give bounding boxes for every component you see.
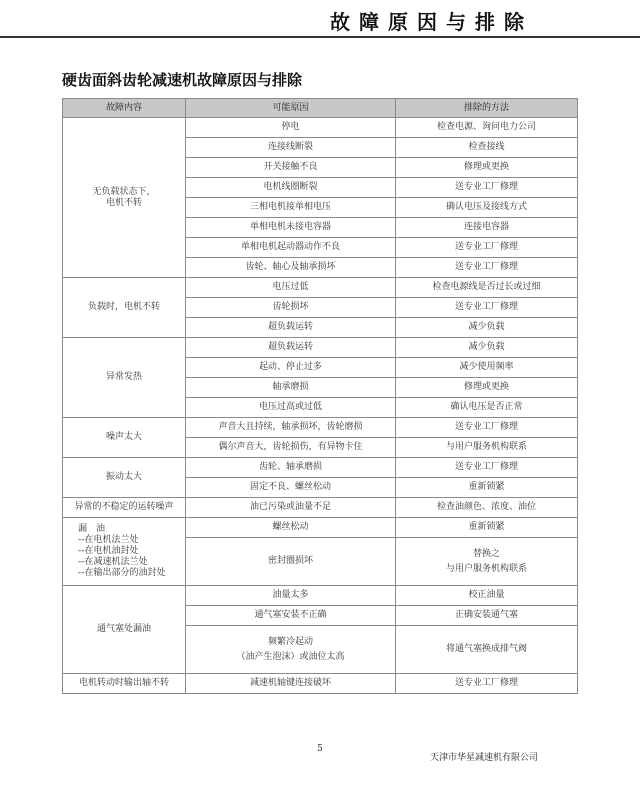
cause-text: 齿轮、轴承磨损 [258, 462, 322, 472]
fix-text: 减少负载 [468, 322, 505, 332]
cause-cell [186, 318, 396, 338]
fix-cell [396, 398, 578, 418]
table-row [63, 118, 578, 138]
column-header-cause: 可能原因 [186, 99, 396, 118]
header-rule [0, 36, 640, 38]
fix-text: 替换之 [472, 548, 500, 559]
fault-content-cell [63, 418, 186, 458]
section-title: 硬齿面斜齿轮减速机故障原因与排除 [62, 71, 303, 89]
fix-cell [396, 118, 578, 138]
fault-content-text: 噪声太大 [105, 432, 142, 442]
cause-cell [186, 606, 396, 626]
cause-text: 偶尔声音大，齿轮损伤，有异物卡住 [218, 442, 363, 452]
cause-cell [186, 218, 396, 238]
fix-cell [396, 438, 578, 458]
fault-content-text: 漏 油 [78, 524, 106, 534]
fault-content-cell [63, 278, 186, 338]
table-row [63, 418, 578, 438]
cause-text: 起动、停止过多 [258, 362, 322, 372]
fix-cell [396, 498, 578, 518]
fix-text: 重新锁紧 [468, 482, 505, 492]
fix-text: 修理或更换 [463, 382, 509, 392]
table-row [63, 278, 578, 298]
cause-cell [186, 538, 396, 586]
cause-text: 通气塞安装不正确 [254, 610, 327, 620]
fix-cell [396, 586, 578, 606]
table-row [63, 458, 578, 478]
cause-cell [186, 626, 396, 674]
cause-text: 轴承磨损 [272, 382, 309, 392]
cause-cell [186, 418, 396, 438]
fix-text: 送专业工厂修理 [454, 242, 518, 252]
cause-cell [186, 178, 396, 198]
fix-cell [396, 278, 578, 298]
header-title-text: 故障原因与排除 [330, 10, 533, 34]
table-row [63, 338, 578, 358]
cause-cell [186, 458, 396, 478]
cause-text: 超负载运转 [267, 342, 313, 352]
company-name: 天津市华星减速机有限公司 [430, 753, 539, 763]
column-header-content: 故障内容 [63, 99, 186, 118]
fault-content-text: 电机转动时输出轴不转 [78, 678, 169, 688]
fix-cell [396, 238, 578, 258]
page-number: 5 [317, 744, 323, 754]
cause-cell [186, 518, 396, 538]
fix-cell [396, 606, 578, 626]
cause-cell [186, 198, 396, 218]
fix-text: 检查接线 [468, 142, 505, 152]
cause-text: 三相电机接单相电压 [249, 202, 331, 212]
cause-cell [186, 358, 396, 378]
table-row [63, 674, 578, 694]
cause-cell [186, 258, 396, 278]
fix-text: 确认电压是否正常 [450, 402, 523, 412]
fault-content-cell [63, 518, 186, 586]
fault-table [62, 98, 578, 694]
fix-cell [396, 538, 578, 586]
cause-cell [186, 398, 396, 418]
cause-text: 电机线圈断裂 [263, 182, 318, 192]
cause-cell [186, 138, 396, 158]
fix-cell [396, 258, 578, 278]
cause-text: 单相电机起动器动作不良 [240, 242, 340, 252]
cause-text: 螺丝松动 [272, 522, 309, 532]
fix-text: 确认电压及接线方式 [445, 202, 527, 212]
fix-text: 正确安装通气塞 [454, 610, 518, 620]
fix-cell [396, 198, 578, 218]
fix-cell [396, 478, 578, 498]
header-title [0, 0, 628, 34]
table-header-row [63, 99, 578, 118]
column-header-fix: 排除的方法 [396, 99, 578, 118]
cause-text: 固定不良、螺丝松动 [249, 482, 331, 492]
fault-content-text: 振动太大 [105, 472, 142, 482]
fix-cell [396, 674, 578, 694]
cause-text: 声音大且持续，轴承损坏，齿轮磨损 [218, 422, 363, 432]
fix-text: 检查电源、询问电力公司 [436, 122, 536, 132]
fault-content-text: --在电机油封处 [78, 546, 139, 556]
cause-text: 电压过低 [272, 282, 309, 292]
fix-text: 送专业工厂修理 [454, 302, 518, 312]
fix-cell [396, 158, 578, 178]
fault-content-text: 通气塞处漏油 [96, 624, 151, 634]
fault-content-text: 电机不转 [105, 197, 142, 208]
fix-cell [396, 298, 578, 318]
cause-text: 油量太多 [272, 590, 309, 600]
fix-cell [396, 418, 578, 438]
cause-text: 单相电机未接电容器 [249, 222, 331, 232]
fault-content-text: 异常的不稳定的运转噪声 [74, 502, 174, 512]
fix-cell [396, 378, 578, 398]
table-row [63, 518, 578, 538]
fault-content-text: 负载时，电机不转 [87, 302, 160, 312]
cause-cell [186, 378, 396, 398]
fault-content-cell [63, 498, 186, 518]
fix-text: 与用户服务机构联系 [445, 442, 527, 452]
fault-table-body [63, 118, 578, 694]
table-row [63, 586, 578, 606]
cause-text: 齿轮、轴心及轴承损坏 [245, 262, 336, 272]
fault-content-cell [63, 458, 186, 498]
cause-cell [186, 238, 396, 258]
cause-text: 密封圈损坏 [267, 556, 313, 566]
cause-cell [186, 298, 396, 318]
cause-cell [186, 674, 396, 694]
cause-text: 开关接触不良 [263, 162, 318, 172]
fault-content-text: --在减速机法兰处 [78, 557, 148, 567]
cause-text: 电压过高或过低 [258, 402, 322, 412]
cause-text: 停电 [281, 122, 300, 132]
fix-cell [396, 458, 578, 478]
cause-text: 超负载运转 [267, 322, 313, 332]
cause-text: （油产生泡沫）或油位太高 [236, 651, 345, 662]
table-row [63, 498, 578, 518]
fix-text: 送专业工厂修理 [454, 422, 518, 432]
cause-text: 减速机轴键连接破坏 [249, 678, 331, 688]
fix-cell [396, 338, 578, 358]
fix-text: 连接电容器 [463, 222, 509, 232]
fault-content-text: --在电机法兰处 [78, 535, 139, 545]
fix-text: 减少负载 [468, 342, 505, 352]
fix-text: 送专业工厂修理 [454, 262, 518, 272]
fix-text: 检查油颜色、浓度、油位 [436, 502, 536, 512]
cause-text: 油已污染或油量不足 [249, 502, 331, 512]
cause-cell [186, 338, 396, 358]
cause-text: 频繁冷起动 [267, 636, 313, 647]
fix-text: 送专业工厂修理 [454, 182, 518, 192]
fault-content-cell [63, 118, 186, 278]
cause-text: 齿轮损坏 [272, 302, 309, 312]
cause-cell [186, 586, 396, 606]
fix-text: 重新锁紧 [468, 522, 505, 532]
cause-cell [186, 118, 396, 138]
fix-cell [396, 318, 578, 338]
fix-cell [396, 138, 578, 158]
fix-text: 修理或更换 [463, 162, 509, 172]
fix-text: 将通气塞换成排气阀 [445, 644, 527, 654]
cause-cell [186, 438, 396, 458]
cause-cell [186, 478, 396, 498]
cause-cell [186, 158, 396, 178]
fix-text: 送专业工厂修理 [454, 678, 518, 688]
fault-content-cell [63, 338, 186, 418]
fix-text: 校正油量 [468, 590, 505, 600]
fix-cell [396, 358, 578, 378]
fix-text: 送专业工厂修理 [454, 462, 518, 472]
fix-text: 检查电源线是否过长或过细 [432, 282, 541, 292]
fix-cell [396, 218, 578, 238]
fix-text: 与用户服务机构联系 [445, 563, 527, 574]
fault-content-text: --在输出部分的油封处 [78, 568, 166, 578]
fault-content-cell [63, 674, 186, 694]
cause-text: 连接线断裂 [267, 142, 313, 152]
cause-cell [186, 498, 396, 518]
cause-cell [186, 278, 396, 298]
fix-cell [396, 626, 578, 674]
fault-content-text: 异常发热 [105, 372, 142, 382]
fix-cell [396, 178, 578, 198]
fault-content-text: 无负载状态下， [92, 186, 156, 197]
fault-content-cell [63, 586, 186, 674]
fix-cell [396, 518, 578, 538]
fix-text: 减少使用频率 [459, 362, 514, 372]
